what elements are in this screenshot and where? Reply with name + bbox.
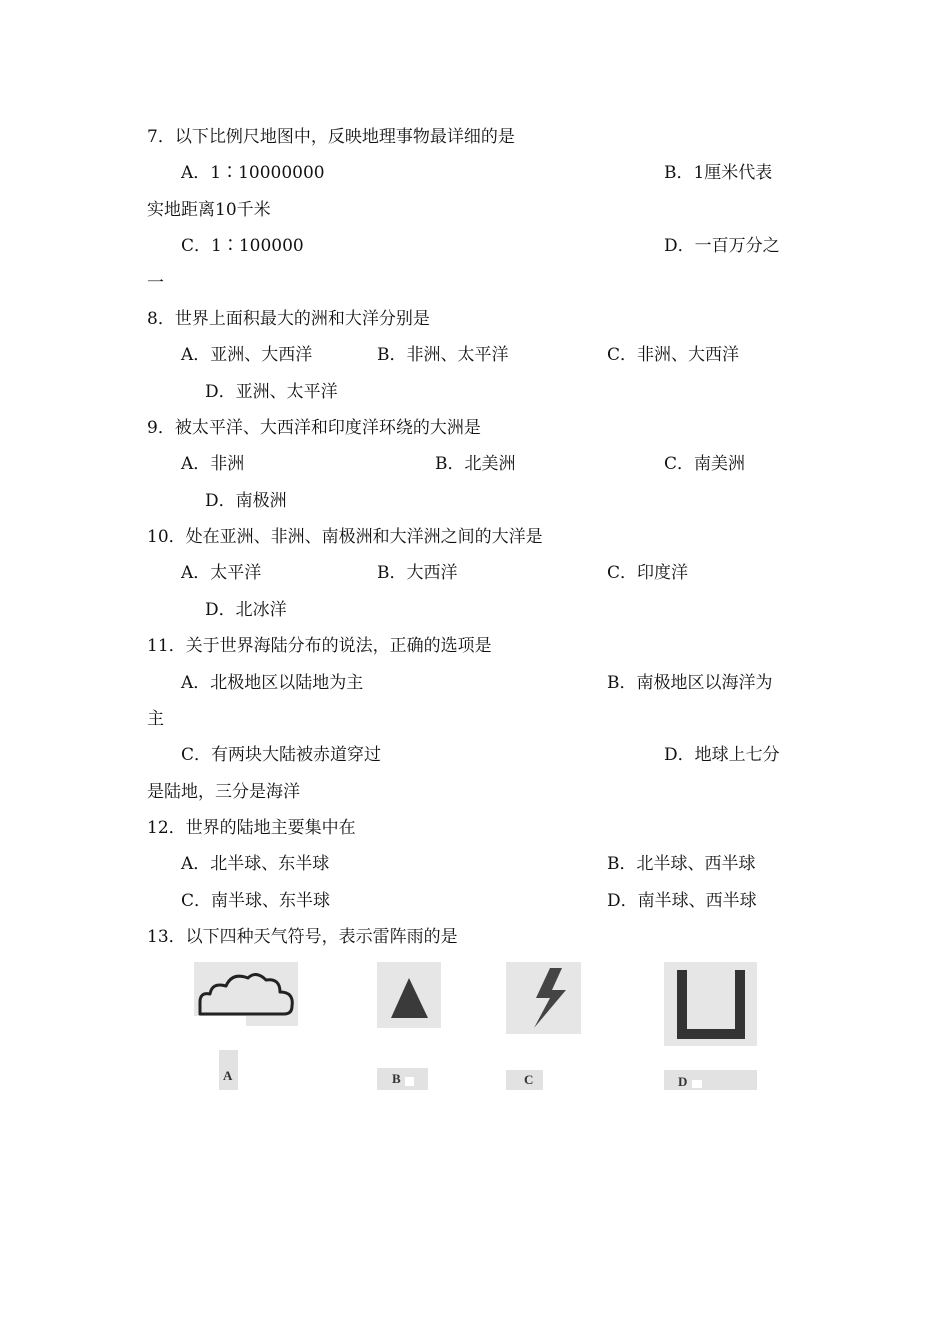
q10-stem: 10．处在亚洲、非洲、南极洲和大洋洲之间的大洋是	[147, 527, 543, 547]
q12-option-a[interactable]: A．北半球、东半球	[181, 854, 330, 874]
q11-option-d[interactable]: D．地球上七分	[664, 745, 780, 765]
q10-option-b[interactable]: B．大西洋	[377, 563, 458, 583]
q12-option-c[interactable]: C．南半球、东半球	[181, 891, 331, 911]
symbol-a-label	[219, 1050, 238, 1090]
lightning-symbol-icon[interactable]	[506, 962, 581, 1034]
cloud-symbol-icon[interactable]	[194, 962, 298, 1026]
q13-stem: 13．以下四种天气符号，表示雷阵雨的是	[147, 927, 458, 947]
symbol-c-label-text: C	[524, 1072, 534, 1087]
triangle-symbol-icon[interactable]	[377, 962, 441, 1028]
q8-option-a[interactable]: A．亚洲、大西洋	[181, 345, 313, 365]
q11-stem: 11．关于世界海陆分布的说法，正确的选项是	[147, 636, 492, 656]
q9-option-a[interactable]: A．非洲	[181, 454, 245, 474]
q8-option-b[interactable]: B．非洲、太平洋	[377, 345, 509, 365]
symbol-d-label-text: D	[678, 1074, 688, 1089]
q7-option-b-cont: 实地距离10千米	[147, 200, 271, 220]
q10-option-c[interactable]: C．印度洋	[607, 563, 689, 583]
q11-option-d-cont: 是陆地，三分是海洋	[147, 782, 300, 802]
q12-stem: 12．世界的陆地主要集中在	[147, 818, 356, 838]
symbol-c-label	[506, 1070, 543, 1090]
q12-option-d[interactable]: D．南半球、西半球	[607, 891, 757, 911]
q7-option-d[interactable]: D．一百万分之	[664, 236, 780, 256]
symbol-b-label	[377, 1068, 428, 1090]
q9-option-d[interactable]: D．南极洲	[205, 491, 287, 511]
q10-option-a[interactable]: A．太平洋	[181, 563, 262, 583]
q7-option-a[interactable]: A．1∶10000000	[181, 163, 325, 183]
q8-option-c[interactable]: C．非洲、大西洋	[607, 345, 740, 365]
q9-option-b[interactable]: B．北美洲	[435, 454, 516, 474]
q11-option-a[interactable]: A．北极地区以陆地为主	[181, 673, 364, 693]
u-shape-symbol-icon[interactable]	[664, 962, 757, 1046]
q9-option-c[interactable]: C．南美洲	[664, 454, 746, 474]
q11-option-b[interactable]: B．南极地区以海洋为	[607, 673, 773, 693]
q7-stem: 7．以下比例尺地图中，反映地理事物最详细的是	[147, 127, 515, 147]
q10-option-d[interactable]: D．北冰洋	[205, 600, 287, 620]
q8-option-d[interactable]: D．亚洲、太平洋	[205, 382, 338, 402]
q7-option-d-cont: 一	[147, 273, 164, 293]
symbol-a-label-text: A	[223, 1068, 233, 1083]
q11-option-b-cont: 主	[147, 709, 164, 729]
symbol-b-label-text: B	[392, 1071, 401, 1086]
q11-option-c[interactable]: C．有两块大陆被赤道穿过	[181, 745, 382, 765]
q7-option-c[interactable]: C．1∶100000	[181, 236, 304, 256]
q7-option-b[interactable]: B．1厘米代表	[664, 163, 773, 183]
q9-stem: 9．被太平洋、大西洋和印度洋环绕的大洲是	[147, 418, 481, 438]
symbol-d-label	[664, 1070, 757, 1090]
q12-option-b[interactable]: B．北半球、西半球	[607, 854, 756, 874]
q8-stem: 8．世界上面积最大的洲和大洋分别是	[147, 309, 430, 329]
